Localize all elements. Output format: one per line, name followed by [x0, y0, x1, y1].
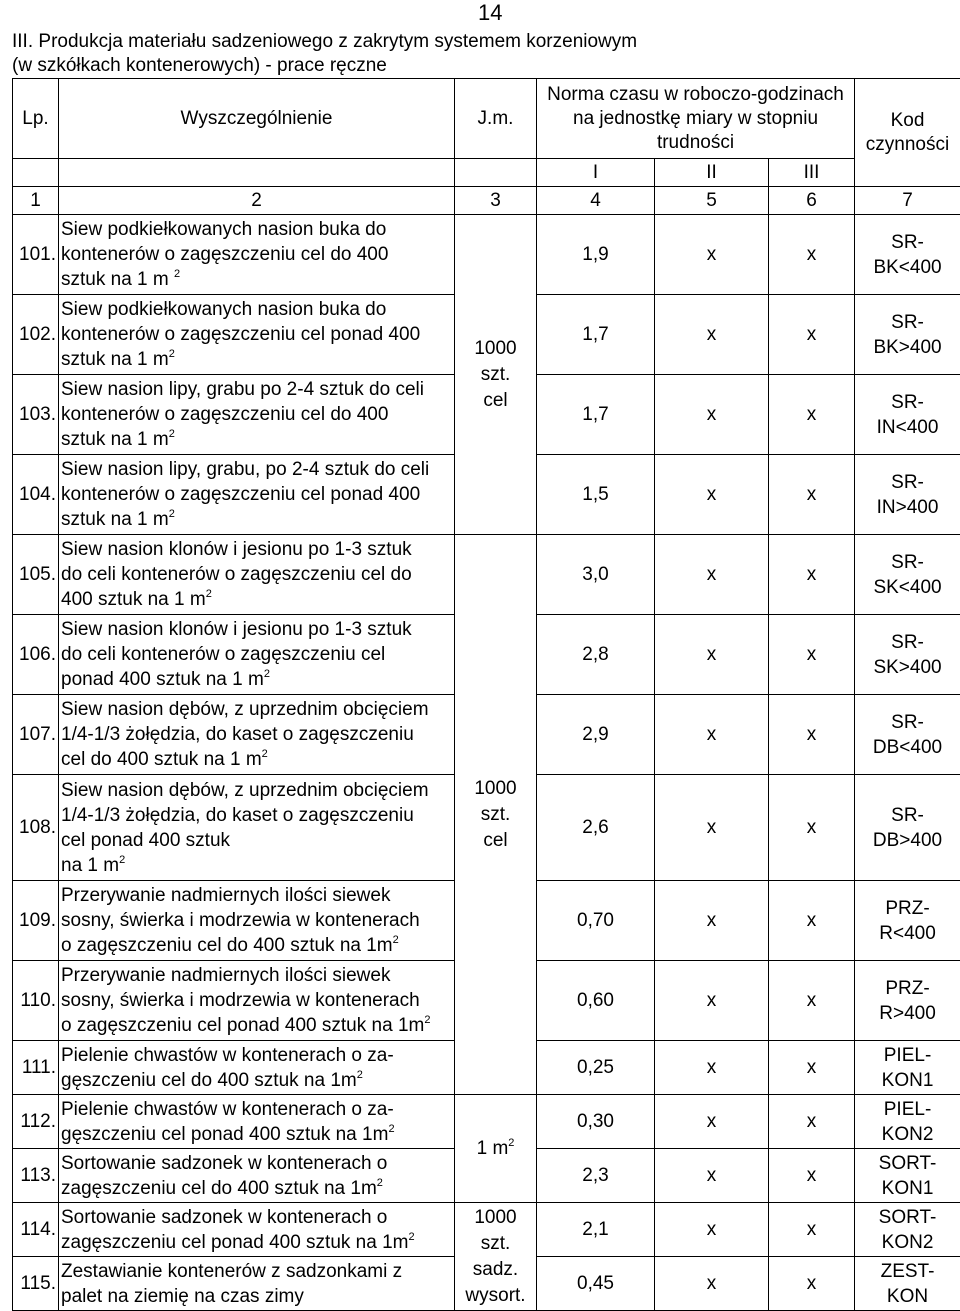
section-subtitle: (w szkółkach kontenerowych) - prace ręczne: [12, 55, 387, 76]
row-description: [59, 295, 455, 375]
norm-grade-I: 2,9: [537, 695, 655, 775]
description-line: [61, 217, 452, 242]
row-number: 108.: [13, 775, 59, 881]
unit-cell: [455, 1203, 537, 1311]
superscript: 2: [356, 1068, 363, 1081]
unit-cell: [455, 535, 537, 1095]
activity-code: [855, 295, 960, 375]
description-text: sosny, świerka i modrzewia w kontenerach: [61, 990, 420, 1011]
header-norma: [537, 79, 855, 159]
description-line: [61, 667, 452, 692]
description-line: [61, 587, 452, 612]
row-number: 105.: [13, 535, 59, 615]
norm-grade-III: x: [769, 295, 855, 375]
superscript: 2: [168, 508, 175, 520]
norm-grade-III: x: [769, 1203, 855, 1257]
description-text: Przerywanie nadmiernych ilości siewek: [61, 965, 391, 986]
norm-grade-II: x: [655, 1257, 769, 1311]
activity-code-line: SR-: [891, 391, 924, 413]
unit-cell: [455, 215, 537, 535]
grade-I: I: [537, 159, 655, 187]
description-line: [61, 322, 452, 347]
column-number: 2: [59, 187, 455, 215]
description-line: [61, 908, 452, 933]
row-description: [59, 375, 455, 455]
activity-code-line: KON1: [881, 1177, 934, 1199]
norm-grade-II: x: [655, 295, 769, 375]
superscript: 2: [263, 668, 270, 680]
norm-grade-II: x: [655, 535, 769, 615]
description-text: zagęszczeniu cel ponad 400 sztuk na 1m: [61, 1231, 409, 1253]
description-line: [61, 242, 452, 267]
description-text: ponad 400 sztuk na 1 m: [61, 669, 264, 690]
description-text: sosny, świerka i modrzewia w kontenerach: [61, 910, 420, 931]
activity-code-line: SR-: [891, 631, 924, 653]
grade-II: II: [655, 159, 769, 187]
unit-text: 1 m: [476, 1137, 509, 1159]
description-text: Siew nasion lipy, grabu, po 2-4 sztuk do celi: [61, 459, 430, 480]
activity-code-line: SR-: [891, 711, 924, 733]
activity-code-line: ZEST-: [880, 1260, 935, 1282]
description-text: Zestawianie kontenerów z sadzonkami z: [61, 1260, 403, 1282]
description-line: [61, 1205, 452, 1230]
description-line: [61, 347, 452, 372]
description-line: [61, 1043, 452, 1068]
norm-grade-I: 1,7: [537, 295, 655, 375]
activity-code: [855, 1257, 960, 1311]
description-line: [61, 988, 452, 1013]
description-line: [61, 1068, 452, 1093]
description-line: [61, 828, 452, 853]
row-description: [59, 535, 455, 615]
norm-grade-I: 2,1: [537, 1203, 655, 1257]
row-number: 101.: [13, 215, 59, 295]
work-norms-table: [12, 78, 960, 1311]
norm-grade-II: x: [655, 775, 769, 881]
description-text: Siew nasion dębów, z uprzednim obcięciem: [61, 779, 429, 801]
norm-grade-II: x: [655, 961, 769, 1041]
norm-grade-III: x: [769, 615, 855, 695]
norm-grade-I: 0,30: [537, 1095, 655, 1149]
description-text: gęszczeniu cel ponad 400 sztuk na 1m: [61, 1123, 389, 1145]
description-text: 400 sztuk na 1 m: [61, 589, 206, 610]
section-title: III. Produkcja materiału sadzeniowego z zakrytym systemem korzeniowym: [12, 31, 638, 52]
description-text: 1/4-1/3 żołędzia, do kaset o zagęszczeniu: [61, 804, 414, 826]
row-description: [59, 881, 455, 961]
activity-code-line: SORT-: [878, 1152, 937, 1174]
description-line: [61, 1284, 452, 1309]
norm-grade-I: 0,45: [537, 1257, 655, 1311]
norm-grade-III: x: [769, 695, 855, 775]
description-text: 1/4-1/3 żołędzia, do kaset o zagęszczeniu: [61, 724, 414, 745]
unit-line: 1000 szt.: [474, 777, 517, 825]
description-line: [61, 747, 452, 772]
row-number: 107.: [13, 695, 59, 775]
activity-code: [855, 961, 960, 1041]
superscript: 2: [205, 588, 212, 600]
norm-grade-III: x: [769, 775, 855, 881]
activity-code-line: PRZ-: [885, 977, 930, 999]
superscript: 2: [174, 268, 181, 280]
table-row: [13, 215, 960, 295]
header-kod-line: Kod: [890, 109, 925, 131]
description-line: [61, 1122, 452, 1147]
superscript: 2: [168, 348, 175, 360]
description-text: gęszczeniu cel do 400 sztuk na 1m: [61, 1069, 357, 1091]
description-line: [61, 933, 452, 958]
description-line: [61, 1259, 452, 1284]
norm-grade-III: x: [769, 375, 855, 455]
description-line: [61, 457, 452, 482]
unit-cell: [455, 1095, 537, 1203]
superscript: 2: [388, 1122, 395, 1135]
description-line: [61, 1176, 452, 1201]
description-text: na 1 m: [61, 854, 120, 876]
activity-code: [855, 215, 960, 295]
description-line: [61, 537, 452, 562]
description-text: sztuk na 1 m: [61, 349, 169, 370]
activity-code-line: BK>400: [873, 336, 942, 358]
activity-code: [855, 1149, 960, 1203]
row-description: [59, 1149, 455, 1203]
row-description: [59, 1257, 455, 1311]
description-line: [61, 297, 452, 322]
description-text: o zagęszczeniu cel ponad 400 sztuk na 1m: [61, 1015, 425, 1036]
row-number: 104.: [13, 455, 59, 535]
unit-line: sadz.: [472, 1258, 519, 1280]
description-text: kontenerów o zagęszczeniu cel ponad 400: [61, 484, 421, 505]
row-number: 112.: [13, 1095, 59, 1149]
column-number: 4: [537, 187, 655, 215]
grade-empty-cell: [13, 159, 59, 187]
unit-line: cel: [483, 389, 508, 411]
unit-line: wysort.: [465, 1284, 526, 1306]
activity-code: [855, 615, 960, 695]
row-number: 103.: [13, 375, 59, 455]
description-text: Siew podkiełkowanych nasion buka do: [61, 299, 387, 320]
activity-code-line: IN<400: [876, 416, 939, 438]
row-number: 115.: [13, 1257, 59, 1311]
activity-code-line: DB<400: [872, 736, 943, 758]
norm-grade-III: x: [769, 535, 855, 615]
row-number: 113.: [13, 1149, 59, 1203]
activity-code: [855, 775, 960, 881]
description-text: kontenerów o zagęszczeniu cel do 400: [61, 244, 389, 265]
norm-grade-I: 1,7: [537, 375, 655, 455]
description-text: Siew podkiełkowanych nasion buka do: [61, 219, 387, 240]
description-line: [61, 562, 452, 587]
norm-grade-I: 2,8: [537, 615, 655, 695]
norm-grade-III: x: [769, 1149, 855, 1203]
description-text: Przerywanie nadmiernych ilości siewek: [61, 885, 391, 906]
activity-code-line: SK>400: [873, 656, 942, 678]
description-line: [61, 853, 452, 878]
unit-line: [457, 1136, 534, 1162]
row-description: [59, 695, 455, 775]
superscript: 2: [408, 1230, 415, 1243]
activity-code-line: R<400: [879, 922, 936, 944]
description-line: [61, 427, 452, 452]
column-number: 6: [769, 187, 855, 215]
description-line: [61, 722, 452, 747]
row-number: 102.: [13, 295, 59, 375]
row-number: 110.: [13, 961, 59, 1041]
norm-grade-III: x: [769, 455, 855, 535]
description-line: [61, 883, 452, 908]
activity-code-line: PRZ-: [885, 897, 930, 919]
description-line: [61, 267, 452, 292]
activity-code-line: KON2: [881, 1123, 934, 1145]
description-text: Sortowanie sadzonek w kontenerach o: [61, 1152, 388, 1174]
header-jm: J.m.: [455, 79, 537, 159]
header-wyszczegolnienie: Wyszczególnienie: [59, 79, 455, 159]
activity-code-line: IN>400: [876, 496, 939, 518]
grade-III: III: [769, 159, 855, 187]
description-text: cel do 400 sztuk na 1 m: [61, 749, 262, 770]
norm-grade-II: x: [655, 455, 769, 535]
description-line: [61, 697, 452, 722]
description-line: [61, 778, 452, 803]
column-number: 5: [655, 187, 769, 215]
activity-code-line: PIEL-: [883, 1098, 932, 1120]
row-description: [59, 961, 455, 1041]
row-number: 114.: [13, 1203, 59, 1257]
table-row: [13, 535, 960, 615]
description-text: sztuk na 1 m: [61, 509, 169, 530]
activity-code-line: SORT-: [878, 1206, 937, 1228]
norm-grade-II: x: [655, 375, 769, 455]
activity-code: [855, 535, 960, 615]
table-row: [13, 1095, 960, 1149]
activity-code-line: KON2: [881, 1231, 934, 1253]
row-description: [59, 1095, 455, 1149]
norm-grade-II: x: [655, 215, 769, 295]
activity-code-line: KON: [886, 1285, 929, 1307]
table-row: [13, 1203, 960, 1257]
activity-code-line: DB>400: [872, 829, 943, 851]
activity-code: [855, 455, 960, 535]
norm-grade-II: x: [655, 881, 769, 961]
row-number: 106.: [13, 615, 59, 695]
unit-line: cel: [483, 829, 508, 851]
description-line: [61, 507, 452, 532]
description-text: o zagęszczeniu cel do 400 sztuk na 1m: [61, 935, 393, 956]
description-line: [61, 803, 452, 828]
description-text: Siew nasion klonów i jesionu po 1-3 sztuk: [61, 619, 412, 640]
column-number: 3: [455, 187, 537, 215]
description-line: [61, 1013, 452, 1038]
description-text: sztuk na 1 m: [61, 429, 169, 450]
page-number: 14: [478, 0, 503, 25]
row-description: [59, 455, 455, 535]
norm-grade-I: 0,60: [537, 961, 655, 1041]
header-row: [13, 79, 960, 159]
row-description: [59, 775, 455, 881]
unit-line: 1000 szt.: [474, 337, 517, 385]
description-line: [61, 1097, 452, 1122]
description-line: [61, 377, 452, 402]
norm-grade-III: x: [769, 881, 855, 961]
grade-empty-cell: [59, 159, 455, 187]
row-number: 109.: [13, 881, 59, 961]
norm-grade-III: x: [769, 1257, 855, 1311]
row-number: 111.: [13, 1041, 59, 1095]
activity-code: [855, 375, 960, 455]
column-number-row: [13, 187, 960, 215]
description-line: [61, 617, 452, 642]
description-text: Siew nasion lipy, grabu po 2-4 sztuk do celi: [61, 379, 424, 400]
description-text: Siew nasion dębów, z uprzednim obcięciem: [61, 699, 429, 720]
norm-grade-I: 2,6: [537, 775, 655, 881]
activity-code: [855, 881, 960, 961]
description-text: kontenerów o zagęszczeniu cel do 400: [61, 404, 389, 425]
header-kod: [855, 79, 960, 187]
description-line: [61, 642, 452, 667]
row-description: [59, 215, 455, 295]
description-text: do celi kontenerów o zagęszczeniu cel do: [61, 564, 412, 585]
grade-empty-cell: [455, 159, 537, 187]
row-description: [59, 1203, 455, 1257]
norm-grade-III: x: [769, 215, 855, 295]
norm-grade-I: 0,70: [537, 881, 655, 961]
activity-code: [855, 695, 960, 775]
superscript: 2: [508, 1136, 515, 1149]
description-line: [61, 482, 452, 507]
activity-code-line: SR-: [891, 311, 924, 333]
activity-code-line: BK<400: [873, 256, 942, 278]
header-norma-line: Norma czasu w roboczo-godzinach: [547, 83, 844, 105]
superscript: 2: [392, 934, 399, 946]
norm-grade-II: x: [655, 1095, 769, 1149]
description-text: Pielenie chwastów w kontenerach o za-: [61, 1098, 394, 1120]
activity-code-line: SR-: [891, 231, 924, 253]
header-kod-line: czynności: [865, 133, 950, 155]
description-text: Siew nasion klonów i jesionu po 1-3 sztuk: [61, 539, 412, 560]
superscript: 2: [424, 1014, 431, 1026]
norm-grade-II: x: [655, 1203, 769, 1257]
superscript: 2: [261, 748, 268, 760]
description-text: Sortowanie sadzonek w kontenerach o: [61, 1206, 388, 1228]
description-line: [61, 402, 452, 427]
norm-grade-II: x: [655, 695, 769, 775]
header-norma-line: trudności: [656, 131, 735, 153]
activity-code-line: SR-: [891, 804, 924, 826]
row-description: [59, 615, 455, 695]
activity-code-line: SR-: [891, 471, 924, 493]
activity-code-line: SK<400: [873, 576, 942, 598]
superscript: 2: [168, 428, 175, 440]
norm-grade-II: x: [655, 1041, 769, 1095]
header-lp: Lp.: [13, 79, 59, 159]
column-number: 1: [13, 187, 59, 215]
unit-line: 1000 szt.: [474, 1206, 517, 1254]
activity-code-line: PIEL-: [883, 1044, 932, 1066]
description-text: zagęszczeniu cel do 400 sztuk na 1m: [61, 1177, 377, 1199]
activity-code-line: KON1: [881, 1069, 934, 1091]
superscript: 2: [119, 853, 126, 866]
norm-grade-II: x: [655, 615, 769, 695]
row-description: [59, 1041, 455, 1095]
description-text: kontenerów o zagęszczeniu cel ponad 400: [61, 324, 421, 345]
grade-row: [13, 159, 960, 187]
superscript: 2: [376, 1176, 383, 1189]
description-text: palet na ziemię na czas zimy: [61, 1285, 304, 1307]
description-text: cel ponad 400 sztuk: [61, 829, 231, 851]
description-text: do celi kontenerów o zagęszczeniu cel: [61, 644, 386, 665]
norm-grade-I: 1,9: [537, 215, 655, 295]
norm-grade-I: 1,5: [537, 455, 655, 535]
activity-code: [855, 1203, 960, 1257]
activity-code: [855, 1041, 960, 1095]
norm-grade-III: x: [769, 1041, 855, 1095]
norm-grade-I: 0,25: [537, 1041, 655, 1095]
activity-code: [855, 1095, 960, 1149]
description-line: [61, 1151, 452, 1176]
norm-grade-III: x: [769, 961, 855, 1041]
norm-grade-I: 3,0: [537, 535, 655, 615]
column-number: 7: [855, 187, 960, 215]
description-line: [61, 1230, 452, 1255]
header-norma-line: na jednostkę miary w stopniu: [573, 107, 819, 129]
description-text: sztuk na 1 m: [61, 269, 174, 290]
norm-grade-II: x: [655, 1149, 769, 1203]
description-line: [61, 963, 452, 988]
activity-code-line: SR-: [891, 551, 924, 573]
activity-code-line: R>400: [879, 1002, 936, 1024]
norm-grade-III: x: [769, 1095, 855, 1149]
norm-grade-I: 2,3: [537, 1149, 655, 1203]
description-text: Pielenie chwastów w kontenerach o za-: [61, 1044, 394, 1066]
